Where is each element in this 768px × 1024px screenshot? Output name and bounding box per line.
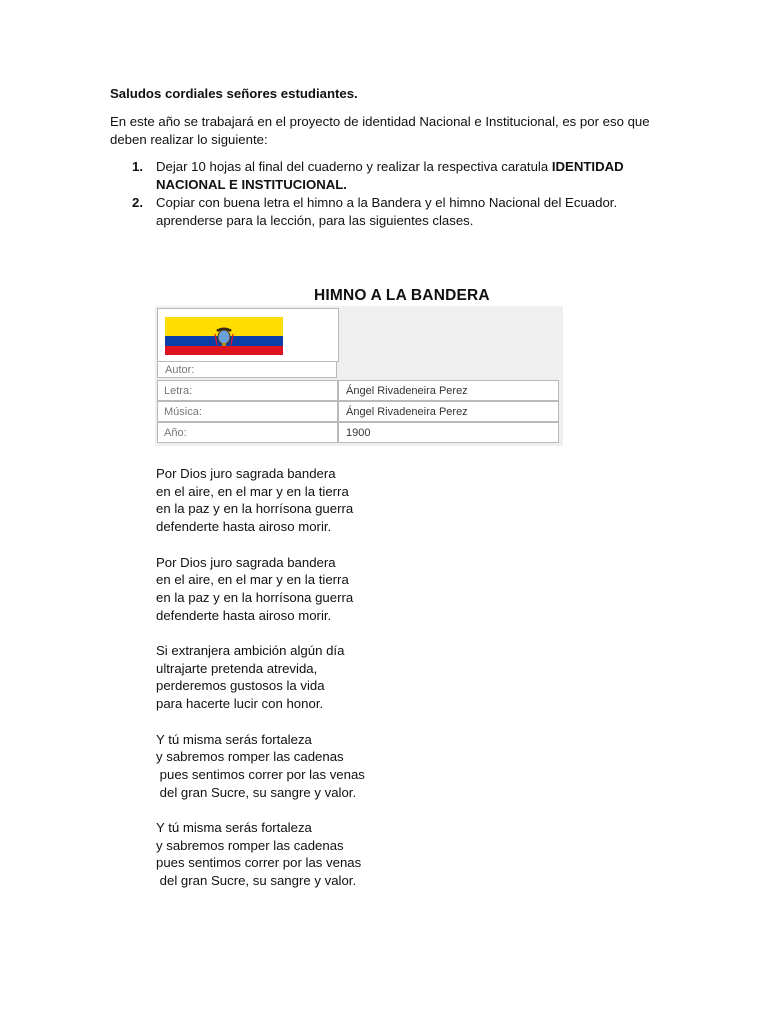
table-row (157, 401, 559, 422)
lyric-line: del gran Sucre, su sangre y valor. (156, 873, 357, 889)
stanza (156, 554, 365, 625)
hymn-info-card (155, 306, 563, 446)
lyric-line: perderemos gustosos la vida (156, 678, 325, 694)
table-row (157, 380, 559, 401)
lyric-line: del gran Sucre, su sangre y valor. (156, 784, 357, 800)
row-key: Año: (157, 422, 338, 443)
stanza (156, 731, 365, 802)
lyric-line: en el aire, en el mar y en la tierra (156, 572, 349, 588)
lyrics (156, 465, 365, 908)
blank-cell (339, 308, 559, 378)
list-item (110, 194, 630, 230)
task-bold-text: IDENTIDAD NACIONAL E INSTITUCIONAL. (156, 159, 624, 192)
row-key: Letra: (157, 380, 338, 401)
task-text: Dejar 10 hojas al final del cuaderno y realizar la respectiva caratula (156, 159, 552, 174)
lyric-line: Y tú misma serás fortaleza (156, 820, 312, 835)
stanza (156, 642, 365, 713)
lyric-line: defenderte hasta airoso morir. (156, 519, 332, 535)
row-key: Música: (157, 401, 338, 422)
coat-of-arms-icon (213, 325, 235, 347)
row-value: Ángel Rivadeneira Perez (338, 380, 559, 401)
lyric-line: pues sentimos correr por las venas (156, 766, 365, 782)
greeting: Saludos cordiales señores estudiantes. (110, 86, 358, 101)
list-item (110, 158, 630, 194)
ecuador-flag-image (165, 317, 283, 355)
intro-paragraph: En este año se trabajará en el proyecto de identidad Nacional e Institucional, es por eso que deben realizar lo siguiente: (110, 114, 650, 147)
lyric-line: y sabremos romper las cadenas (156, 837, 344, 853)
lyric-line: en la paz y en la horrísona guerra (156, 589, 354, 605)
lyric-line: Y tú misma serás fortaleza (156, 731, 312, 747)
lyric-line: en el aire, en el mar y en la tierra (156, 483, 349, 499)
lyric-line: para hacerte lucir con honor. (156, 696, 324, 712)
hymn-title: HIMNO A LA BANDERA (314, 287, 490, 304)
lyric-line: defenderte hasta airoso morir. (156, 607, 332, 623)
lyric-line: ultrajarte pretenda atrevida, (156, 660, 318, 676)
lyric-line: Por Dios juro sagrada bandera (156, 554, 336, 570)
lyric-line: Si extranjera ambición algún día (156, 643, 345, 658)
task-text: Copiar con buena letra el himno a la Bandera y el himno Nacional del Ecuador. aprenderse para la lección, para las siguientes clases. (156, 195, 618, 228)
list-number: 1. (132, 159, 143, 174)
lyric-line: en la paz y en la horrísona guerra (156, 501, 354, 517)
row-value: 1900 (338, 422, 559, 443)
autor-label: Autor: (157, 361, 337, 378)
task-list (110, 158, 630, 230)
stanza (156, 819, 365, 890)
lyric-line: y sabremos romper las cadenas (156, 749, 344, 765)
row-value: Ángel Rivadeneira Perez (338, 401, 559, 422)
table-row (157, 422, 559, 443)
flag-cell (157, 308, 339, 362)
stanza (156, 465, 365, 536)
list-number: 2. (132, 195, 143, 210)
lyric-line: pues sentimos correr por las venas (156, 855, 362, 871)
lyric-line: Por Dios juro sagrada bandera (156, 466, 336, 481)
